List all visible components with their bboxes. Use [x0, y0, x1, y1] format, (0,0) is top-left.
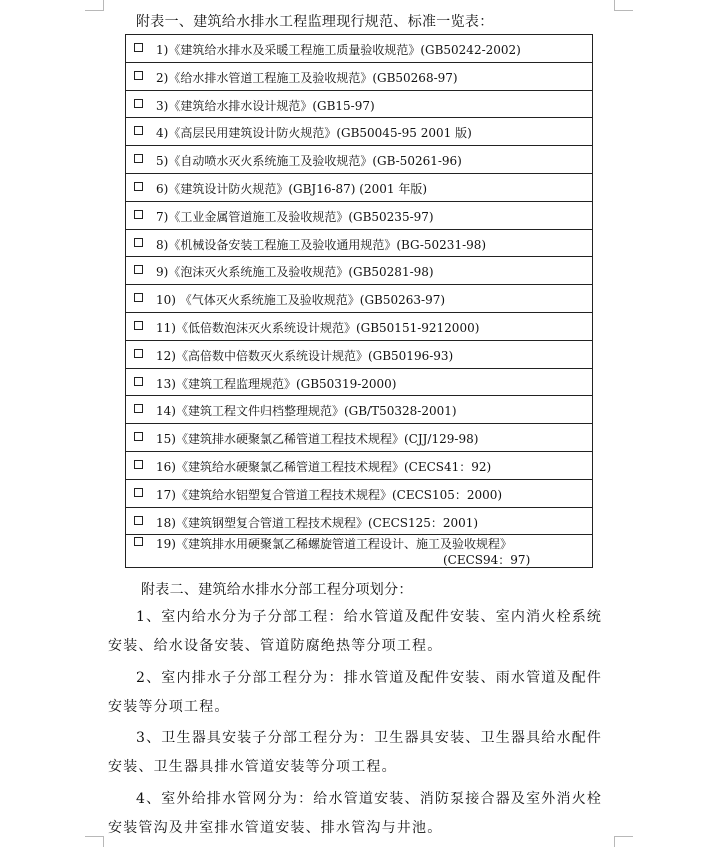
- standards-table: [125, 34, 593, 568]
- standard-row: [126, 369, 592, 397]
- standard-row: [126, 35, 592, 63]
- standard-text: 9)《泡沫灭火系统施工及验收规范》(GB50281-98): [156, 265, 434, 280]
- standard-text: 17)《建筑给水铝塑复合管道工程技术规程》(CECS105：2000): [156, 487, 503, 502]
- standard-text: 16)《建筑给水硬聚氯乙稀管道工程技术规程》(CECS41：92): [156, 459, 492, 474]
- standard-row: [126, 202, 592, 230]
- standard-text: 3)《建筑给水排水设计规范》(GB15-97): [156, 98, 375, 113]
- standard-row: [126, 480, 592, 508]
- standard-text: 19)《建筑排水用硬聚氯乙稀螺旋管道工程设计、施工及验收规程》: [156, 537, 512, 552]
- standard-text: 14)《建筑工程文件归档整理规范》(GB/T50328-2001): [156, 404, 457, 419]
- standard-row: [126, 118, 592, 146]
- checkbox-icon[interactable]: [134, 460, 143, 469]
- checkbox-icon[interactable]: [134, 293, 143, 302]
- checkbox-icon[interactable]: [134, 349, 143, 358]
- checkbox-icon[interactable]: [134, 516, 143, 525]
- standard-text: 10) 《气体灭火系统施工及验收规范》(GB50263-97): [156, 293, 446, 308]
- standard-row: [126, 313, 592, 341]
- standard-text: 7)《工业金属管道施工及验收规范》(GB50235-97): [156, 209, 434, 224]
- checkbox-icon[interactable]: [134, 488, 143, 497]
- checkbox-icon[interactable]: [134, 238, 143, 247]
- standard-row: [126, 285, 592, 313]
- page-corner-mark-bottom-left: [85, 836, 104, 847]
- standard-text: 18)《建筑钢塑复合管道工程技术规程》(CECS125：2001): [156, 515, 479, 530]
- checkbox-icon[interactable]: [134, 154, 143, 163]
- page-corner-mark-top-left: [85, 0, 104, 11]
- checkbox-icon[interactable]: [134, 43, 143, 52]
- page-corner-mark-top-right: [614, 0, 633, 11]
- appendix2-title: 附表二、建筑给水排水分部工程分项划分：: [141, 582, 413, 598]
- standard-row: [126, 508, 592, 536]
- paragraph-indoor-drainage: 2、室内排水子分部工程分为：排水管道及配件安装、雨水管道及配件安装等分项工程。: [108, 670, 603, 715]
- standard-row: [126, 535, 592, 567]
- checkbox-icon[interactable]: [134, 265, 143, 274]
- standard-row: [126, 146, 592, 174]
- paragraph-sanitary-fixtures: 3、卫生器具安装子分部工程分为：卫生器具安装、卫生器具给水配件安装、卫生器具排水管道安装等分项工程。: [108, 730, 603, 775]
- checkbox-icon[interactable]: [134, 71, 143, 80]
- page-corner-mark-bottom-right: [614, 836, 633, 847]
- standard-row: [126, 341, 592, 369]
- standard-text: 1)《建筑给水排水及采暖工程施工质量验收规范》(GB50242-2002): [156, 43, 521, 57]
- checkbox-icon[interactable]: [134, 537, 143, 546]
- standard-row: [126, 257, 592, 285]
- paragraph-outdoor-network: 4、室外给排水管网分为：给水管道安装、消防泵接合器及室外消火栓安装管沟及井室排水管道安装、排水管沟与井池。: [108, 791, 603, 836]
- standard-text: 2)《给水排水管道工程施工及验收规范》(GB50268-97): [156, 70, 458, 85]
- standard-row: [126, 230, 592, 258]
- standard-text: 11)《低倍数泡沫灭火系统设计规范》(GB50151-9212000): [156, 320, 480, 335]
- checkbox-icon[interactable]: [134, 126, 143, 135]
- checkbox-icon[interactable]: [134, 99, 143, 108]
- standard-text: 12)《高倍数中倍数灭火系统设计规范》(GB50196-93): [156, 348, 454, 363]
- standard-text: 15)《建筑排水硬聚氯乙稀管道工程技术规程》(CJJ/129-98): [156, 432, 479, 447]
- standard-text: 13)《建筑工程监理规范》(GB50319-2000): [156, 376, 397, 391]
- checkbox-icon[interactable]: [134, 321, 143, 330]
- standard-text: 4)《高层民用建筑设计防火规范》(GB50045-95 2001 版): [156, 126, 472, 141]
- checkbox-icon[interactable]: [134, 182, 143, 191]
- checkbox-icon[interactable]: [134, 404, 143, 413]
- standard-text-continuation: (CECS94：97): [443, 553, 531, 568]
- appendix1-title: 附表一、建筑给水排水工程监理现行规范、标准一览表：: [136, 14, 494, 30]
- standard-row: [126, 174, 592, 202]
- paragraph-indoor-water-supply: 1、室内给水分为子分部工程：给水管道及配件安装、室内消火栓系统安装、给水设备安装、管道防腐绝热等分项工程。: [108, 609, 603, 654]
- standard-row: [126, 91, 592, 119]
- checkbox-icon[interactable]: [134, 377, 143, 386]
- standard-text: 8)《机械设备安装工程施工及验收通用规范》(BG-50231-98): [156, 237, 487, 252]
- standard-text: 6)《建筑设计防火规范》(GBJ16-87) (2001 年版): [156, 181, 428, 196]
- standard-row: [126, 63, 592, 91]
- checkbox-icon[interactable]: [134, 210, 143, 219]
- standard-row: [126, 396, 592, 424]
- checkbox-icon[interactable]: [134, 432, 143, 441]
- standard-text: 5)《自动喷水灭火系统施工及验收规范》(GB-50261-96): [156, 154, 462, 169]
- standard-row: [126, 424, 592, 452]
- standard-row: [126, 452, 592, 480]
